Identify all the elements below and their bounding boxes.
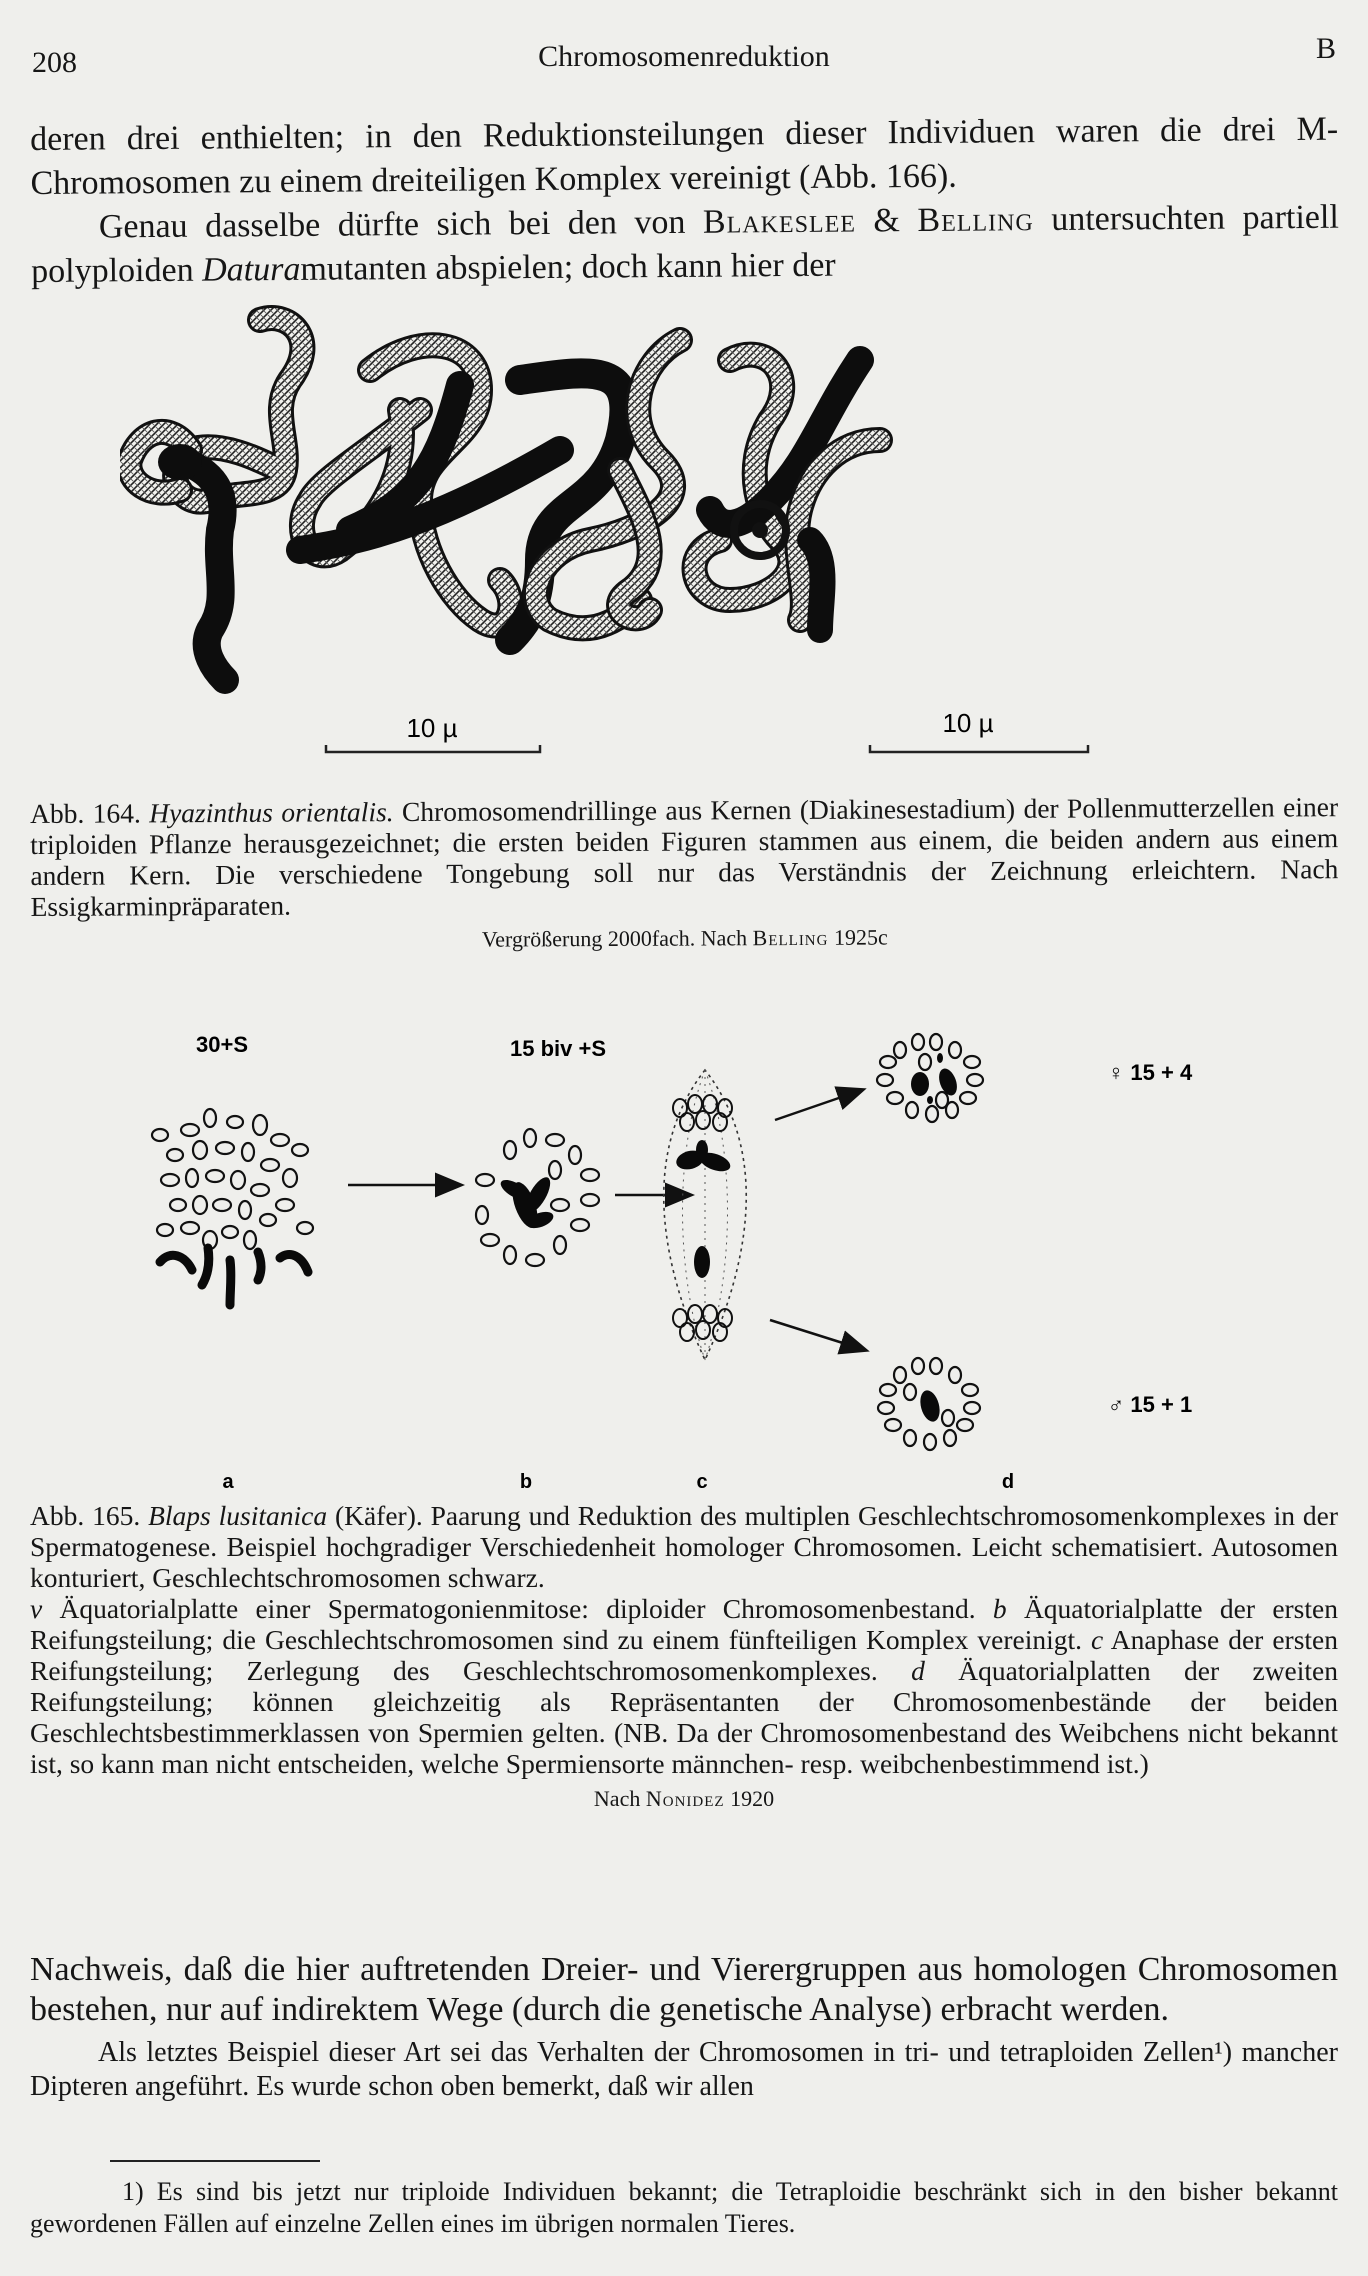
caption-165: Abb. 165. Blaps lusitanica (Käfer). Paarung und Reduktion des multiplen Geschlechtschromosomenkomplexes in der Spermatogenese. Beispiel hochgradiger Verschiedenheit homologer Chromosomen. Leicht schematisiert. Autosomen konturiert, Geschlechtschromosomen schwarz. v Äquatorialplatte einer Spermatogonienmitose: diploider Chromosomenbestand. b Äquatorialplatte der ersten Reifungsteilung; die Geschlechtschromosomen sind zu einem fünfteiligen Komplex vereinigt. c Anaphase der ersten Reifungsteilung; Zerlegung des Geschlechtschromosomenkomplexes. d Äquatorialplatten der zweiten Reifungsteilung; können gleichzeitig als Repräsentanten der Chromosomenbestände der beiden Geschlechtsbestimmerklassen von Spermien gelten. (NB. Da der Chromosomenbestand des Weibchens nicht bekannt ist, so kann man nicht entscheiden, welche Spermiensorte männchen- resp. weibchenbestimmend ist.) Nach Nonidez 1920 [30, 1500, 1338, 1814]
species-name: Blaps lusitanica [148, 1500, 328, 1531]
label-15biv-s: 15 biv +S [509, 1036, 607, 1061]
figure-164 [120, 300, 1250, 800]
plate-b-sex-complex [498, 1174, 556, 1232]
figure-credit: Vergrößerung 2000fach. Nach Belling 1925c [481, 924, 888, 952]
page-number: 208 [32, 46, 77, 79]
chromosome-triplet-4 [695, 355, 880, 630]
paragraph: Als letztes Beispiel dieser Art sei das Verhalten der Chromosomen in tri- und tetraploiden Zellen¹) mancher Dipteren angeführt. Es wurde schon oben bemerkt, daß wir allen [30, 2037, 1338, 2102]
sublabel-b: b [519, 1471, 533, 1493]
footnote: 1) Es sind bis jetzt nur triploide Individuen bekannt; die Tetraploidie beschränkt sich in den bisher bekannt gewordenen Fällen auf einzelne Zellen eines im übrigen normalen Tieres. [30, 2177, 1338, 2238]
chromosome-triplet-1 [129, 318, 302, 680]
species-name: Hyazinthus orientalis. [149, 796, 394, 829]
plate-d-female [877, 1034, 983, 1122]
scale-label: 10 µ [406, 713, 458, 743]
plate-a [152, 1109, 313, 1249]
label-male: ♂ 15 + 1 [1107, 1392, 1193, 1417]
paragraph: Genau dasselbe dürfte sich bei den von Blakeslee & Belling untersuchten partiell polyploiden Daturamutanten abspielen; doch kann hier der [31, 198, 1339, 290]
scale-label: 10 µ [942, 708, 994, 738]
chromosome-triplet-3 [510, 340, 680, 640]
figure-credit: Nach Nonidez 1920 [593, 1786, 775, 1811]
genus-name: Datura [201, 250, 301, 289]
paragraph: deren drei enthielten; in den Reduktionsteilungen dieser Individuen waren die drei M-Chromosomen zu einem dreiteiligen Komplex vereinigt (Abb. 166). [30, 110, 1339, 202]
figure-label: Abb. 164. [30, 797, 141, 829]
label-female: ♀ 15 + 4 [1107, 1060, 1193, 1085]
paragraph: Nachweis, daß die hier auftretenden Dreier- und Vierergruppen aus homologen Chromosomen bestehen, nur auf indirektem Wege (durch die genetische Analyse) erbracht werden. [30, 1951, 1338, 2028]
figure-label: Abb. 165. [30, 1500, 141, 1531]
scale-bar-right [870, 708, 1088, 752]
plate-a-sex-chromosomes [160, 1248, 308, 1305]
footnote-rule [110, 2160, 320, 2162]
signature-mark: B [1315, 32, 1336, 65]
author-name: Belling [917, 201, 1034, 240]
sublabel-a: a [222, 1471, 234, 1493]
sublabel-d: d [1001, 1471, 1015, 1493]
body-text-bottom [30, 1950, 1338, 2104]
label-30-s: 30+S [196, 1032, 248, 1057]
caption-164: Abb. 164. Hyazinthus orientalis. Chromosomendrillinge aus Kernen (Diakinesestadium) der Pollenmutterzellen einer triploiden Pflanze herausgezeichnet; die ersten beiden Figuren stammen aus einem, die beiden andern aus einem andern Kern. Die verschiedene Tongebung soll nur das Verständnis der Zeichnung erleichtern. Nach Essigkarminpräparaten. Vergrößerung 2000fach. Nach Belling 1925c [30, 791, 1339, 957]
body-text-top [30, 108, 1339, 294]
page-header [32, 32, 1336, 84]
plate-d-male [878, 1358, 980, 1450]
author-name: Blakeslee [702, 202, 857, 241]
running-title: Chromosomenreduktion [538, 40, 830, 73]
spindle-c [664, 1070, 747, 1360]
scale-bar-left [326, 713, 540, 752]
figure-165 [130, 1000, 1240, 1500]
sublabel-c: c [696, 1471, 708, 1493]
